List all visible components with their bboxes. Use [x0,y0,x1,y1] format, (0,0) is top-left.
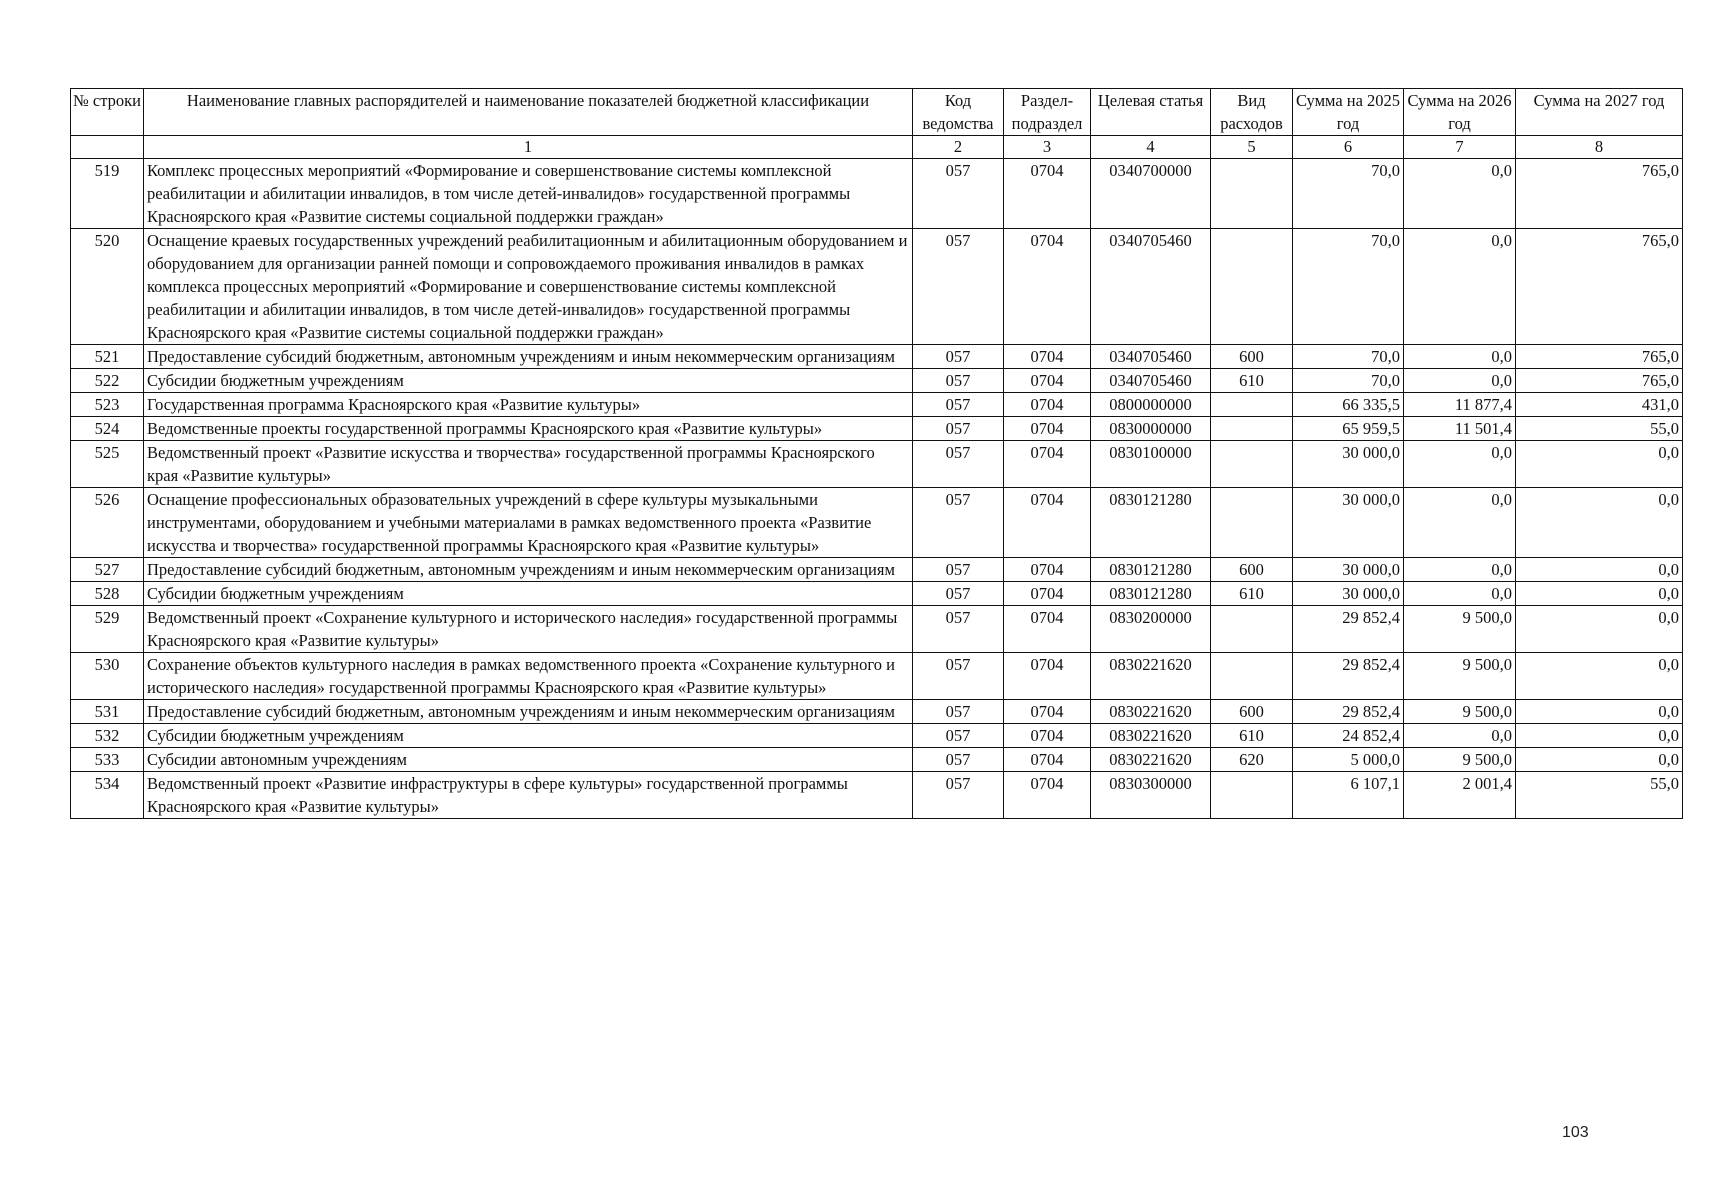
cell-target-article: 0830221620 [1091,653,1211,700]
cell-section: 0704 [1004,582,1091,606]
cell-row-number: 527 [71,558,144,582]
cell-sum-2026: 0,0 [1404,582,1516,606]
cell-row-number: 520 [71,229,144,345]
cell-target-article: 0830100000 [1091,441,1211,488]
header-row [71,89,1683,136]
cell-expense-type [1211,772,1293,819]
cell-department-code: 057 [913,345,1004,369]
cell-sum-2026: 11 877,4 [1404,393,1516,417]
cell-row-number: 531 [71,700,144,724]
cell-target-article: 0830000000 [1091,417,1211,441]
cell-sum-2026: 0,0 [1404,441,1516,488]
col-header-name: Наименование главных распорядителей и наименование показателей бюджетной классификации [144,89,913,136]
cell-expense-type [1211,229,1293,345]
col-number-7: 7 [1404,136,1516,159]
cell-row-number: 529 [71,606,144,653]
cell-name: Предоставление субсидий бюджетным, автономным учреждениям и иным некоммерческим организациям [144,700,913,724]
col-number-4: 4 [1091,136,1211,159]
cell-target-article: 0830300000 [1091,772,1211,819]
table-row [71,441,1683,488]
cell-department-code: 057 [913,653,1004,700]
cell-sum-2026: 2 001,4 [1404,772,1516,819]
cell-target-article: 0830200000 [1091,606,1211,653]
cell-sum-2025: 5 000,0 [1293,748,1404,772]
col-header-department-code: Код ведомства [913,89,1004,136]
cell-target-article: 0830221620 [1091,724,1211,748]
cell-sum-2027: 0,0 [1516,700,1683,724]
cell-sum-2025: 65 959,5 [1293,417,1404,441]
table-row [71,488,1683,558]
cell-sum-2025: 6 107,1 [1293,772,1404,819]
budget-table [70,88,1683,819]
cell-name: Ведомственные проекты государственной программы Красноярского края «Развитие культуры» [144,417,913,441]
cell-row-number: 521 [71,345,144,369]
table-row [71,417,1683,441]
cell-sum-2025: 30 000,0 [1293,441,1404,488]
cell-sum-2027: 765,0 [1516,229,1683,345]
cell-target-article: 0830221620 [1091,700,1211,724]
cell-sum-2026: 0,0 [1404,159,1516,229]
cell-sum-2027: 55,0 [1516,772,1683,819]
cell-name: Оснащение профессиональных образовательных учреждений в сфере культуры музыкальными инструментами, оборудованием и учебными материалами в рамках ведомственного проекта «Развитие искусства и творчества» государственной программы Красноярского края «Развитие культуры» [144,488,913,558]
cell-department-code: 057 [913,369,1004,393]
cell-expense-type [1211,393,1293,417]
cell-sum-2025: 30 000,0 [1293,582,1404,606]
cell-expense-type: 610 [1211,724,1293,748]
cell-section: 0704 [1004,606,1091,653]
cell-sum-2027: 0,0 [1516,724,1683,748]
cell-sum-2026: 9 500,0 [1404,748,1516,772]
cell-target-article: 0830121280 [1091,558,1211,582]
cell-sum-2027: 765,0 [1516,369,1683,393]
cell-section: 0704 [1004,345,1091,369]
cell-department-code: 057 [913,229,1004,345]
cell-section: 0704 [1004,772,1091,819]
cell-row-number: 532 [71,724,144,748]
cell-section: 0704 [1004,417,1091,441]
cell-sum-2026: 0,0 [1404,558,1516,582]
table-row [71,606,1683,653]
cell-sum-2025: 29 852,4 [1293,700,1404,724]
cell-sum-2027: 0,0 [1516,748,1683,772]
cell-expense-type: 610 [1211,582,1293,606]
cell-sum-2027: 0,0 [1516,653,1683,700]
column-number-row [71,136,1683,159]
cell-sum-2027: 0,0 [1516,441,1683,488]
cell-department-code: 057 [913,606,1004,653]
cell-sum-2025: 70,0 [1293,345,1404,369]
cell-name: Ведомственный проект «Развитие искусства и творчества» государственной программы Красноярского края «Развитие культуры» [144,441,913,488]
cell-row-number: 534 [71,772,144,819]
col-number-8: 8 [1516,136,1683,159]
table-row [71,748,1683,772]
col-number-5: 5 [1211,136,1293,159]
table-row [71,159,1683,229]
cell-expense-type [1211,417,1293,441]
cell-sum-2027: 765,0 [1516,159,1683,229]
cell-section: 0704 [1004,653,1091,700]
cell-department-code: 057 [913,558,1004,582]
table-row [71,772,1683,819]
cell-target-article: 0800000000 [1091,393,1211,417]
col-header-sum-2026: Сумма на 2026 год [1404,89,1516,136]
cell-sum-2026: 9 500,0 [1404,700,1516,724]
cell-row-number: 519 [71,159,144,229]
cell-name: Государственная программа Красноярского края «Развитие культуры» [144,393,913,417]
cell-name: Ведомственный проект «Развитие инфраструктуры в сфере культуры» государственной программы Красноярского края «Развитие культуры» [144,772,913,819]
cell-target-article: 0830121280 [1091,582,1211,606]
cell-department-code: 057 [913,772,1004,819]
table-row [71,229,1683,345]
cell-department-code: 057 [913,417,1004,441]
cell-department-code: 057 [913,393,1004,417]
cell-sum-2025: 70,0 [1293,369,1404,393]
cell-sum-2027: 765,0 [1516,345,1683,369]
table-row [71,700,1683,724]
col-header-sum-2025: Сумма на 2025 год [1293,89,1404,136]
cell-row-number: 526 [71,488,144,558]
cell-expense-type [1211,159,1293,229]
col-number-1: 1 [144,136,913,159]
cell-row-number: 523 [71,393,144,417]
cell-sum-2027: 0,0 [1516,488,1683,558]
cell-target-article: 0340705460 [1091,229,1211,345]
cell-section: 0704 [1004,441,1091,488]
cell-sum-2025: 70,0 [1293,229,1404,345]
cell-target-article: 0340700000 [1091,159,1211,229]
cell-name: Предоставление субсидий бюджетным, автономным учреждениям и иным некоммерческим организациям [144,345,913,369]
cell-name: Субсидии бюджетным учреждениям [144,724,913,748]
cell-sum-2025: 30 000,0 [1293,558,1404,582]
cell-name: Ведомственный проект «Сохранение культурного и исторического наследия» государственной программы Красноярского края «Развитие культуры» [144,606,913,653]
cell-name: Комплекс процессных мероприятий «Формирование и совершенствование системы комплексной реабилитации и абилитации инвалидов, в том числе детей-инвалидов» государственной программы Красноярского края «Развитие системы социальной поддержки граждан» [144,159,913,229]
cell-department-code: 057 [913,748,1004,772]
table-row [71,653,1683,700]
cell-section: 0704 [1004,724,1091,748]
budget-document [70,88,1682,819]
table-row [71,345,1683,369]
cell-name: Сохранение объектов культурного наследия в рамках ведомственного проекта «Сохранение культурного и исторического наследия» государственной программы Красноярского края «Развитие культуры» [144,653,913,700]
cell-sum-2026: 9 500,0 [1404,606,1516,653]
col-number-3: 3 [1004,136,1091,159]
cell-name: Предоставление субсидий бюджетным, автономным учреждениям и иным некоммерческим организациям [144,558,913,582]
cell-row-number: 522 [71,369,144,393]
cell-row-number: 525 [71,441,144,488]
cell-section: 0704 [1004,748,1091,772]
cell-sum-2027: 55,0 [1516,417,1683,441]
cell-sum-2025: 24 852,4 [1293,724,1404,748]
cell-department-code: 057 [913,441,1004,488]
col-header-row-number: № строки [71,89,144,136]
cell-name: Субсидии бюджетным учреждениям [144,369,913,393]
cell-expense-type: 600 [1211,558,1293,582]
table-row [71,724,1683,748]
cell-section: 0704 [1004,700,1091,724]
col-number-2: 2 [913,136,1004,159]
cell-expense-type: 600 [1211,345,1293,369]
col-header-section: Раздел-подраздел [1004,89,1091,136]
table-row [71,369,1683,393]
cell-row-number: 530 [71,653,144,700]
cell-section: 0704 [1004,369,1091,393]
cell-expense-type [1211,606,1293,653]
cell-expense-type: 600 [1211,700,1293,724]
table-row [71,558,1683,582]
cell-target-article: 0830121280 [1091,488,1211,558]
cell-row-number: 528 [71,582,144,606]
cell-section: 0704 [1004,159,1091,229]
cell-target-article: 0340705460 [1091,369,1211,393]
cell-name: Субсидии автономным учреждениям [144,748,913,772]
cell-section: 0704 [1004,558,1091,582]
cell-department-code: 057 [913,582,1004,606]
cell-sum-2025: 29 852,4 [1293,606,1404,653]
cell-department-code: 057 [913,159,1004,229]
cell-section: 0704 [1004,488,1091,558]
cell-department-code: 057 [913,488,1004,558]
col-number-6: 6 [1293,136,1404,159]
cell-sum-2027: 431,0 [1516,393,1683,417]
cell-sum-2026: 0,0 [1404,724,1516,748]
cell-sum-2025: 30 000,0 [1293,488,1404,558]
cell-sum-2026: 11 501,4 [1404,417,1516,441]
cell-expense-type: 620 [1211,748,1293,772]
cell-sum-2026: 0,0 [1404,229,1516,345]
cell-target-article: 0340705460 [1091,345,1211,369]
cell-row-number: 524 [71,417,144,441]
cell-sum-2027: 0,0 [1516,558,1683,582]
cell-sum-2027: 0,0 [1516,582,1683,606]
cell-sum-2026: 9 500,0 [1404,653,1516,700]
cell-section: 0704 [1004,229,1091,345]
cell-name: Оснащение краевых государственных учреждений реабилитационным и абилитационным оборудованием и оборудованием для организации ранней помощи и сопровождаемого проживания инвалидов в рамках комплекса процессных мероприятий «Формирование и совершенствование системы комплексной реабилитации и абилитации инвалидов, в том числе детей-инвалидов» государственной программы Красноярского края «Развитие системы социальной поддержки граждан» [144,229,913,345]
cell-expense-type [1211,653,1293,700]
table-body [71,159,1683,819]
cell-target-article: 0830221620 [1091,748,1211,772]
cell-section: 0704 [1004,393,1091,417]
cell-name: Субсидии бюджетным учреждениям [144,582,913,606]
cell-expense-type: 610 [1211,369,1293,393]
cell-sum-2026: 0,0 [1404,369,1516,393]
cell-sum-2025: 66 335,5 [1293,393,1404,417]
col-header-sum-2027: Сумма на 2027 год [1516,89,1683,136]
table-row [71,393,1683,417]
col-header-target-article: Целевая статья [1091,89,1211,136]
cell-sum-2025: 29 852,4 [1293,653,1404,700]
table-row [71,582,1683,606]
cell-sum-2025: 70,0 [1293,159,1404,229]
cell-expense-type [1211,488,1293,558]
cell-department-code: 057 [913,724,1004,748]
cell-department-code: 057 [913,700,1004,724]
col-header-expense-type: Вид расходов [1211,89,1293,136]
cell-sum-2026: 0,0 [1404,488,1516,558]
cell-sum-2026: 0,0 [1404,345,1516,369]
col-number-0 [71,136,144,159]
cell-row-number: 533 [71,748,144,772]
cell-expense-type [1211,441,1293,488]
cell-sum-2027: 0,0 [1516,606,1683,653]
page-number: 103 [1562,1124,1589,1141]
